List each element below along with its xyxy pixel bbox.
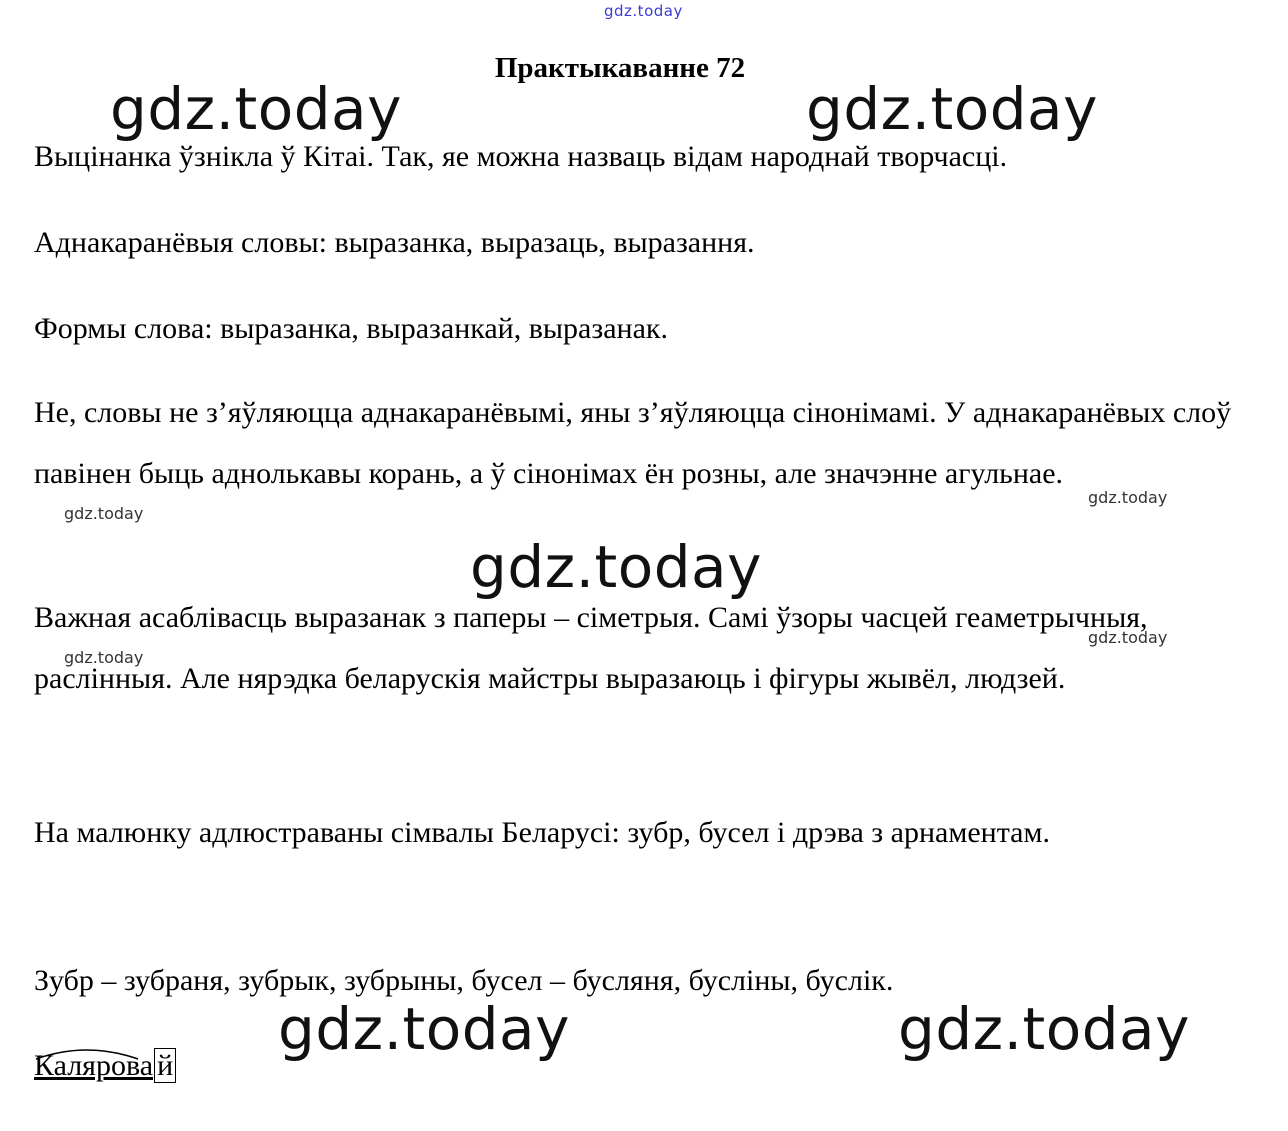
word-stem <box>34 1043 153 1089</box>
paragraph-4: Не, словы не з’яўляюцца аднакаранёвымі, яны з’яўляюцца сінонімамі. У аднакаранёвых слоў павінен быць аднолькавы корань, а ў сінонімах ён розны, але значэнне агульнае. <box>34 396 1232 490</box>
watermark-large-3: gdz.today <box>470 533 762 601</box>
watermark-large-1: gdz.today <box>110 75 402 143</box>
ending-box: й <box>154 1048 176 1083</box>
paragraph-1: Выцінанка ўзнікла ў Кітаі. Так, яе можна назваць відам народнай творчасці. <box>34 140 1008 173</box>
watermark-large-4: gdz.today <box>278 995 570 1063</box>
watermark-top: gdz.today <box>604 2 683 20</box>
watermark-small-1: gdz.today <box>1088 488 1168 507</box>
paragraph-5: Важная асаблівасць выразанак з паперы – сіметрыя. Самі ўзоры часцей геаметрычныя, раслінныя. Але нярэдка беларускія майстры выразаюць і фігуры жывёл, людзей. <box>34 601 1148 695</box>
watermark-large-2: gdz.today <box>806 75 1098 143</box>
watermark-small-2: gdz.today <box>64 504 144 523</box>
stem-arc-mark <box>34 1047 140 1061</box>
morpheme-analysis <box>34 1043 176 1089</box>
paragraph-7: Зубр – зубраня, зубрык, зубрыны, бусел – бусляня, буслiны, буслік. <box>34 964 894 997</box>
watermark-small-4: gdz.today <box>64 648 144 667</box>
watermark-large-5: gdz.today <box>898 995 1190 1063</box>
page-title: Практыкаванне 72 <box>494 52 746 84</box>
paragraph-3: Формы слова: выразанка, выразанкай, выразанак. <box>34 312 668 345</box>
paragraph-6: На малюнку адлюстраваны сімвалы Беларусі: зубр, бусел і дрэва з арнаментам. <box>34 816 1050 849</box>
paragraph-2: Аднакаранёвыя словы: выразанка, выразаць, выразання. <box>34 226 755 259</box>
watermark-small-3: gdz.today <box>1088 628 1168 647</box>
stem-text: Калярова <box>34 1049 154 1082</box>
